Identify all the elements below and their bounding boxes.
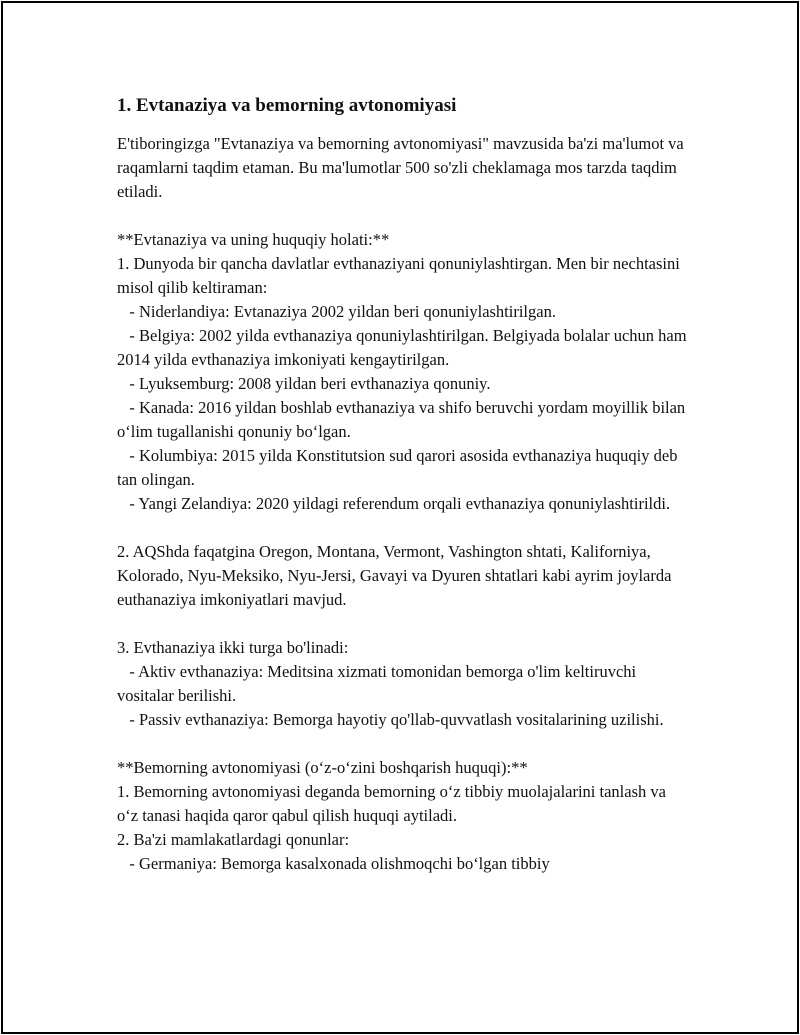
country-item-canada: - Kanada: 2016 yildan boshlab evthanaziya va shifo beruvchi yordam moyillik bilan o‘lim tugallanishi qonuniy bo‘lgan. [117,398,690,441]
list-item: 1. Dunyoda bir qancha davlatlar evthanaziyani qonuniylashtirgan. Men bir nechtasini misol qilib keltiraman: [117,254,684,297]
section-title-autonomy: **Bemorning avtonomiyasi (o‘z-o‘zini boshqarish huquqi):** [117,758,528,777]
document-body [117,92,691,876]
type-item-active: - Aktiv evthanaziya: Meditsina xizmati tomonidan bemorga o'lim keltiruvchi vositalar berilishi. [117,662,641,705]
list-item: 2. Ba'zi mamlakatlardagi qonunlar: [117,830,350,849]
list-item: 2. AQShda faqatgina Oregon, Montana, Vermont, Vashington shtati, Kaliforniya, Kolorado, Nyu-Meksiko, Nyu-Jersi, Gavayi va Dyuren shtatlari kabi ayrim joylarda euthanaziya imkoniyatlari mavjud. [117,542,676,609]
paragraph-gap [117,612,687,636]
document-heading: 1. Evtanaziya va bemorning avtonomiyasi [117,95,457,116]
paragraph-gap [117,204,687,228]
country-item-new-zealand: - Yangi Zelandiya: 2020 yildagi referendum orqali evthanaziya qonuniylashtirildi. [117,494,671,513]
country-item-colombia: - Kolumbiya: 2015 yilda Konstitutsion sud qarori asosida evthanaziya huquqiy deb tan olingan. [117,446,682,489]
country-item-belgium: - Belgiya: 2002 yilda evthanaziya qonuniylashtirilgan. Belgiyada bolalar uchun ham 2014 yilda evthanaziya imkoniyati kengaytirilgan. [117,326,691,369]
paragraph-gap [117,516,687,540]
section-title-legal-status: **Evtanaziya va uning huquqiy holati:** [117,230,390,249]
paragraph-gap [117,732,687,756]
intro-paragraph: E'tiboringizga "Evtanaziya va bemorning avtonomiyasi" mavzusida ba'zi ma'lumot va raqamlarni taqdim etaman. Bu ma'lumotlar 500 so'zli cheklamaga mos tarzda taqdim etiladi. [117,134,688,201]
country-item-luxembourg: - Lyuksemburg: 2008 yildan beri evthanaziya qonuniy. [117,374,491,393]
list-item: 3. Evthanaziya ikki turga bo'linadi: [117,638,349,657]
type-item-passive: - Passiv evthanaziya: Bemorga hayotiy qo'llab-quvvatlash vositalarining uzilishi. [117,710,664,729]
country-item-netherlands: - Niderlandiya: Evtanaziya 2002 yildan beri qonuniylashtirilgan. [117,302,556,321]
law-item-germany: - Germaniya: Bemorga kasalxonada olishmoqchi bo‘lgan tibbiy [117,854,550,873]
list-item: 1. Bemorning avtonomiyasi deganda bemorning o‘z tibbiy muolajalarini tanlash va o‘z tanasi haqida qaror qabul qilish huquqi aytiladi. [117,782,671,825]
